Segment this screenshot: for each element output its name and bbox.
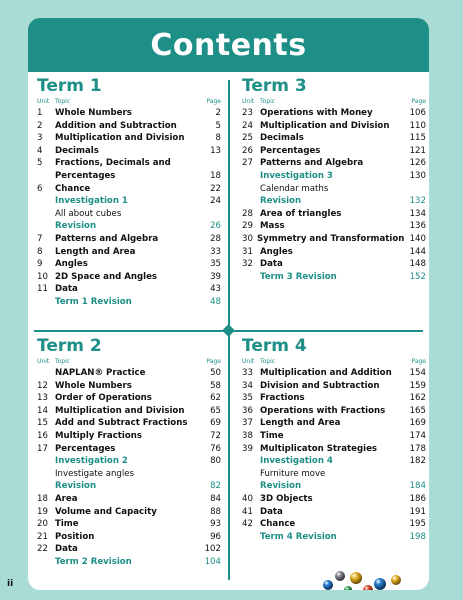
topic-title: Whole Numbers (55, 108, 132, 118)
unit-column-header: Unit (37, 98, 50, 105)
contents-row[interactable] (37, 132, 221, 145)
unit-number: 11 (37, 284, 48, 295)
topic-title: Investigation 4 (260, 456, 333, 467)
topic-title: Whole Numbers (55, 380, 132, 391)
page-number-cell: 88 (210, 506, 221, 517)
column-headers (37, 97, 221, 106)
divider-diamond (222, 324, 235, 337)
topic-column-header: Topic (55, 98, 71, 105)
unit-number: 15 (37, 418, 48, 429)
contents-row[interactable] (37, 367, 221, 380)
topic-title: Term 2 Revision (55, 556, 132, 567)
page-number-cell: 178 (409, 443, 426, 454)
page-number-cell: 169 (409, 418, 426, 429)
topic-title: Order of Operations (55, 393, 152, 404)
unit-number: 32 (242, 259, 253, 270)
topic-title: All about cubes (55, 208, 122, 219)
unit-number: 10 (37, 271, 48, 282)
page-number-cell: 195 (409, 519, 426, 530)
topic-title: Multiplication and Addition (260, 368, 392, 378)
contents-row[interactable] (37, 233, 221, 246)
contents-row[interactable] (37, 183, 221, 196)
page-number-cell: 184 (409, 481, 426, 492)
unit-number: 25 (242, 133, 253, 144)
page-number-cell: 198 (409, 531, 426, 542)
contents-row[interactable] (37, 120, 221, 133)
topic-title: Patterns and Algebra (260, 158, 364, 169)
contents-row[interactable] (37, 518, 221, 531)
contents-row[interactable] (242, 443, 426, 456)
topic-title: Operations with Fractions (260, 405, 386, 416)
topic-title: Data (260, 506, 283, 517)
contents-row[interactable] (242, 518, 426, 531)
page-number-cell: 5 (215, 120, 221, 131)
contents-row[interactable] (37, 480, 221, 493)
unit-number: 40 (242, 493, 253, 504)
term-title: Term 4 (242, 336, 307, 356)
contents-row[interactable] (242, 480, 426, 493)
page-number-cell: 182 (409, 456, 426, 467)
topic-title: Fractions (260, 393, 305, 404)
contents-row[interactable] (242, 468, 426, 481)
unit-number: 8 (37, 246, 43, 257)
page-number-cell: 39 (210, 271, 221, 282)
topic-title: Multiplicaton Strategies (260, 443, 378, 454)
topic-title: Chance (55, 183, 91, 194)
unit-number: 16 (37, 430, 48, 441)
column-headers (242, 357, 426, 366)
contents-row[interactable] (37, 531, 221, 544)
unit-number: 39 (242, 443, 253, 454)
page-number-cell: 72 (210, 430, 221, 441)
topic-title: Investigation 2 (55, 456, 128, 467)
topic-title: Division and Subtraction (260, 380, 380, 391)
page-number-cell: 24 (210, 196, 221, 207)
contents-row[interactable] (242, 120, 426, 133)
topic-title: Furniture move (260, 468, 326, 479)
unit-number: 34 (242, 380, 253, 391)
page-number-cell: 82 (210, 481, 221, 492)
contents-row[interactable] (37, 145, 221, 158)
unit-number: 42 (242, 519, 253, 530)
page-number-cell: 33 (210, 246, 221, 257)
topic-title: Fractions, Decimals and (55, 158, 171, 169)
unit-column-header: Unit (37, 358, 50, 365)
page-number-cell: 50 (210, 368, 221, 378)
page-number-cell: 93 (210, 519, 221, 530)
page-column-header: Page (411, 98, 426, 105)
contents-row[interactable] (242, 430, 426, 443)
topic-title: Area (55, 493, 78, 504)
topic-title: NAPLAN® Practice (55, 368, 146, 378)
unit-number: 2 (37, 120, 43, 131)
topic-title: Investigate angles (55, 468, 135, 479)
contents-row[interactable] (242, 417, 426, 430)
term-section-2 (37, 336, 221, 569)
contents-row[interactable] (242, 208, 426, 221)
contents-row[interactable] (37, 157, 221, 170)
topic-title: Angles (260, 246, 293, 257)
contents-row[interactable] (37, 493, 221, 506)
topic-title: Angles (55, 259, 88, 270)
contents-row[interactable] (37, 455, 221, 468)
unit-number: 26 (242, 145, 253, 156)
unit-number: 12 (37, 380, 48, 391)
unit-number: 21 (37, 531, 48, 542)
contents-panel (28, 18, 429, 590)
contents-row[interactable] (37, 443, 221, 456)
page-number-cell: 62 (210, 393, 221, 404)
page-number-cell: 174 (409, 430, 426, 441)
unit-number: 28 (242, 208, 253, 219)
topic-title: Addition and Subtraction (55, 120, 177, 131)
contents-row[interactable] (37, 220, 221, 233)
page-number-cell: 26 (210, 221, 221, 232)
topic-title: Time (55, 519, 79, 530)
contents-row[interactable] (242, 531, 426, 544)
page-title: Contents (150, 27, 307, 63)
page-number-cell: 43 (210, 284, 221, 295)
term-title: Term 1 (37, 76, 102, 96)
topic-title: Length and Area (55, 246, 136, 257)
unit-number: 35 (242, 393, 253, 404)
topic-title: Term 1 Revision (55, 296, 132, 307)
topic-title: Chance (260, 519, 296, 530)
page-number: ii (7, 579, 14, 589)
contents-row[interactable] (37, 430, 221, 443)
topic-title: Volume and Capacity (55, 506, 157, 517)
topic-title: Multiplication and Division (55, 405, 185, 416)
topic-title: Term 4 Revision (260, 531, 337, 542)
contents-row[interactable] (242, 220, 426, 233)
page-number-cell: 35 (210, 259, 221, 270)
page-number-cell: 110 (409, 120, 426, 131)
page-number-cell: 130 (409, 170, 426, 181)
contents-row[interactable] (37, 283, 221, 296)
page-number-cell: 132 (409, 196, 426, 207)
topic-title: Mass (260, 221, 285, 232)
contents-row[interactable] (242, 157, 426, 170)
unit-number: 7 (37, 233, 43, 244)
topic-title: Term 3 Revision (260, 271, 337, 282)
unit-number: 41 (242, 506, 253, 517)
contents-row[interactable] (242, 367, 426, 380)
page-number-cell: 165 (409, 405, 426, 416)
topic-column-header: Topic (55, 358, 71, 365)
unit-number: 29 (242, 221, 253, 232)
column-headers (242, 97, 426, 106)
page-number-cell: 102 (204, 544, 221, 555)
page-number-cell: 162 (409, 393, 426, 404)
unit-number: 5 (37, 158, 43, 169)
unit-number: 27 (242, 158, 253, 169)
contents-row[interactable] (37, 543, 221, 556)
contents-row[interactable] (37, 271, 221, 284)
topic-title: Data (55, 284, 78, 295)
page-number-cell: 104 (204, 556, 221, 567)
topic-title: Decimals (55, 145, 99, 156)
contents-row[interactable] (37, 170, 221, 183)
topic-column-header: Topic (260, 358, 276, 365)
page-number-cell: 8 (215, 133, 221, 144)
page-number-cell: 152 (409, 271, 426, 282)
contents-row[interactable] (37, 556, 221, 569)
contents-row[interactable] (242, 195, 426, 208)
contents-row[interactable] (37, 380, 221, 393)
contents-row[interactable] (242, 506, 426, 519)
topic-title: Area of triangles (260, 208, 342, 219)
unit-number: 18 (37, 493, 48, 504)
contents-row[interactable] (37, 468, 221, 481)
topic-title: Position (55, 531, 95, 542)
topic-title: 2D Space and Angles (55, 271, 158, 282)
unit-number: 38 (242, 430, 253, 441)
page-number-cell: 115 (409, 133, 426, 144)
term-title: Term 2 (37, 336, 102, 356)
topic-title: Length and Area (260, 418, 341, 429)
page-number-cell: 13 (210, 145, 221, 156)
contents-row[interactable] (37, 417, 221, 430)
contents-row[interactable] (242, 455, 426, 468)
topic-title: Operations with Money (260, 108, 373, 118)
page-number-cell: 134 (409, 208, 426, 219)
contents-row[interactable] (37, 246, 221, 259)
page-number-cell: 76 (210, 443, 221, 454)
topic-column-header: Topic (260, 98, 276, 105)
page-number-cell: 121 (409, 145, 426, 156)
contents-row[interactable] (242, 405, 426, 418)
column-headers (37, 357, 221, 366)
unit-number: 19 (37, 506, 48, 517)
unit-number: 4 (37, 145, 43, 156)
page-number-cell: 58 (210, 380, 221, 391)
page-number-cell: 136 (409, 221, 426, 232)
unit-number: 17 (37, 443, 48, 454)
page-column-header: Page (206, 98, 221, 105)
contents-row[interactable] (242, 271, 426, 284)
contents-row[interactable] (37, 258, 221, 271)
contents-row[interactable] (242, 170, 426, 183)
contents-row[interactable] (37, 296, 221, 309)
page-number-cell: 18 (210, 170, 221, 181)
contents-row[interactable] (242, 233, 426, 246)
page-number-cell: 159 (409, 380, 426, 391)
topic-title: Percentages (55, 443, 116, 454)
topic-title: Revision (55, 481, 97, 492)
page-number-cell: 28 (210, 233, 221, 244)
topic-title: Patterns and Algebra (55, 233, 159, 244)
page-number-cell: 126 (409, 158, 426, 169)
topic-title: Percentages (260, 145, 321, 156)
contents-row[interactable] (37, 506, 221, 519)
topic-title: Percentages (55, 170, 116, 181)
contents-grid (28, 72, 429, 590)
contents-row[interactable] (37, 392, 221, 405)
page-number-cell: 48 (210, 296, 221, 307)
topic-title: Decimals (260, 133, 304, 144)
topic-title: Investigation 3 (260, 170, 333, 181)
page-number-cell: 191 (409, 506, 426, 517)
unit-number: 13 (37, 393, 48, 404)
unit-number: 20 (37, 519, 48, 530)
contents-row[interactable] (242, 107, 426, 120)
contents-row[interactable] (242, 392, 426, 405)
unit-number: 23 (242, 108, 253, 118)
page-column-header: Page (206, 358, 221, 365)
topic-title: Revision (260, 196, 302, 207)
topic-title: Symmetry and Transformation (256, 233, 405, 244)
contents-row[interactable] (242, 258, 426, 271)
contents-row[interactable] (242, 493, 426, 506)
page-number-cell: 84 (210, 493, 221, 504)
page-number-cell: 144 (409, 246, 426, 257)
topic-title: Data (260, 259, 283, 270)
unit-number: 14 (37, 405, 48, 416)
term-title: Term 3 (242, 76, 307, 96)
topic-title: Multiplication and Division (260, 120, 390, 131)
unit-number: 24 (242, 120, 253, 131)
unit-number: 6 (37, 183, 43, 194)
contents-row[interactable] (242, 246, 426, 259)
unit-number: 33 (242, 368, 253, 378)
topic-title: Multiplication and Division (55, 133, 185, 144)
topic-title: Data (55, 544, 78, 555)
unit-number: 36 (242, 405, 253, 416)
contents-row[interactable] (242, 380, 426, 393)
contents-row[interactable] (242, 183, 426, 196)
topic-title: Multiply Fractions (55, 430, 143, 441)
page-column-header: Page (411, 358, 426, 365)
contents-row[interactable] (37, 195, 221, 208)
page-number-cell: 65 (210, 405, 221, 416)
topic-title: Investigation 1 (55, 196, 128, 207)
unit-number: 1 (37, 108, 43, 118)
marbles-image (318, 570, 408, 590)
unit-number: 3 (37, 133, 43, 144)
unit-number: 9 (37, 259, 43, 270)
contents-row[interactable] (37, 405, 221, 418)
topic-title: Calendar maths (260, 183, 329, 194)
unit-column-header: Unit (242, 98, 255, 105)
page-number-cell: 148 (409, 259, 426, 270)
page-number-cell: 186 (409, 493, 426, 504)
page-number-cell: 140 (409, 233, 426, 244)
unit-column-header: Unit (242, 358, 255, 365)
page-number-cell: 154 (409, 368, 426, 378)
topic-title: Time (260, 430, 284, 441)
topic-title: 3D Objects (260, 493, 313, 504)
page-number-cell: 106 (409, 108, 426, 118)
page-number-cell: 22 (210, 183, 221, 194)
unit-number: 37 (242, 418, 253, 429)
contents-row[interactable] (242, 145, 426, 158)
contents-row[interactable] (37, 208, 221, 221)
contents-row[interactable] (242, 132, 426, 145)
page-number-cell: 80 (210, 456, 221, 467)
unit-number: 31 (242, 246, 253, 257)
unit-number: 22 (37, 544, 48, 555)
contents-row[interactable] (37, 107, 221, 120)
term-section-1 (37, 76, 221, 309)
title-banner (28, 18, 429, 72)
term-section-3 (242, 76, 426, 283)
topic-title: Revision (260, 481, 302, 492)
page-number-cell: 96 (210, 531, 221, 542)
page-number-cell: 69 (210, 418, 221, 429)
unit-number: 30 (242, 233, 253, 244)
page-number-cell: 2 (215, 108, 221, 118)
topic-title: Revision (55, 221, 97, 232)
topic-title: Add and Subtract Fractions (55, 418, 188, 429)
term-section-4 (242, 336, 426, 543)
